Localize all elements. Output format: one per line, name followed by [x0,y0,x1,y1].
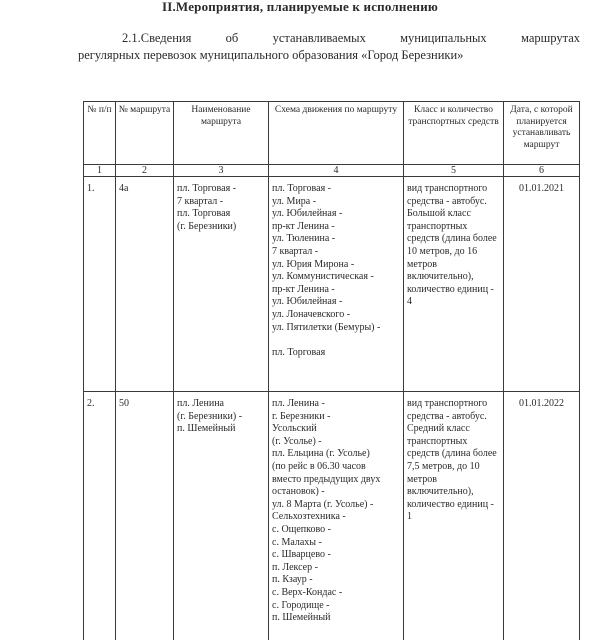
header-date: Дата, с которой планируется устанавливать маршрут [504,102,580,165]
paragraph-first-line: 2.1.Сведения об устанавливаемых муниципальных маршрутах [78,30,580,47]
paragraph-rest: регулярных перевозок муниципального образования «Город Березники» [78,47,580,64]
row-name [174,177,269,392]
cell-line: 7 квартал - [177,196,265,209]
row-scheme [269,392,404,640]
row-vehicles [404,177,504,392]
row-scheme [269,177,404,392]
cell-line: с. Городище - [272,600,400,613]
row-route: 50 [116,392,174,640]
cell-line: пр-кт Ленина - [272,221,400,234]
header-vehicles: Класс и количество транспортных средств [404,102,504,165]
column-number: 6 [504,165,580,177]
cell-line: ул. Пятилетки (Бемуры) - [272,322,400,335]
cell-line: вместо предыдущих двух [272,474,400,487]
cell-line: ул. Мира - [272,196,400,209]
cell-line: пл. Торговая - [272,183,400,196]
cell-line: пл. Ельцина (г. Усолье) [272,448,400,461]
column-number: 3 [174,165,269,177]
routes-table [83,101,580,640]
cell-line: вид транспортного средства - автобус. [407,398,500,423]
cell-line: Средний класс транспортных средств (длина более 7,5 метров, до 10 метров включительно), количество единиц - 1 [407,423,500,524]
cell-line: ул. Юбилейная - [272,296,400,309]
column-number: 1 [84,165,116,177]
cell-line: 7 квартал - [272,246,400,259]
row-num: 1. [84,177,116,392]
cell-line: с. Шварцево - [272,549,400,562]
cell-line: ул. Лоначевского - [272,309,400,322]
cell-line: Усольский [272,423,400,436]
row-date: 01.01.2022 [504,392,580,640]
row-vehicles [404,392,504,640]
column-number-row [84,165,580,177]
cell-line: остановок) - [272,486,400,499]
cell-line: пл. Торговая [272,347,400,360]
cell-line: (по рейс в 06.30 часов [272,461,400,474]
cell-line: с. Верх-Кондас - [272,587,400,600]
column-number: 2 [116,165,174,177]
cell-line: ул. Тюленина - [272,233,400,246]
table-header-row [84,102,580,165]
column-number: 5 [404,165,504,177]
cell-line: ул. 8 Марта (г. Усолье) - [272,499,400,512]
row-route: 4а [116,177,174,392]
section-heading: II.Мероприятия, планируемые к исполнению [0,0,600,13]
cell-line: (г. Березники) [177,221,265,234]
cell-line: вид транспортного средства - автобус. [407,183,500,208]
cell-line: с. Ощепково - [272,524,400,537]
table-row [84,177,580,392]
cell-line: ул. Юрия Мирона - [272,259,400,272]
row-name [174,392,269,640]
section-paragraph [78,30,580,64]
header-name: Наименование маршрута [174,102,269,165]
cell-line: п. Лексер - [272,562,400,575]
table-row [84,392,580,640]
cell-line: пл. Ленина - [272,398,400,411]
cell-line: пл. Торговая - [177,183,265,196]
cell-line: п. Кзаур - [272,574,400,587]
cell-line: с. Малахы - [272,537,400,550]
cell-line [272,334,400,347]
cell-line: (г. Усолье) - [272,436,400,449]
cell-line: п. Шемейный [177,423,265,436]
cell-line: Сельхозтехника - [272,511,400,524]
header-scheme: Схема движения по маршруту [269,102,404,165]
row-num: 2. [84,392,116,640]
header-num: № п/п [84,102,116,165]
row-date: 01.01.2021 [504,177,580,392]
cell-line: п. Шемейный [272,612,400,625]
cell-line: (г. Березники) - [177,411,265,424]
cell-line: пл. Торговая [177,208,265,221]
cell-line: г. Березники - [272,411,400,424]
cell-line: Большой класс транспортных средств (длина более 10 метров, до 16 метров включительно), количество единиц - 4 [407,208,500,309]
cell-line: ул. Коммунистическая - [272,271,400,284]
cell-line: пл. Ленина [177,398,265,411]
header-route: № маршрута [116,102,174,165]
cell-line: пр-кт Ленина - [272,284,400,297]
cell-line: ул. Юбилейная - [272,208,400,221]
column-number: 4 [269,165,404,177]
